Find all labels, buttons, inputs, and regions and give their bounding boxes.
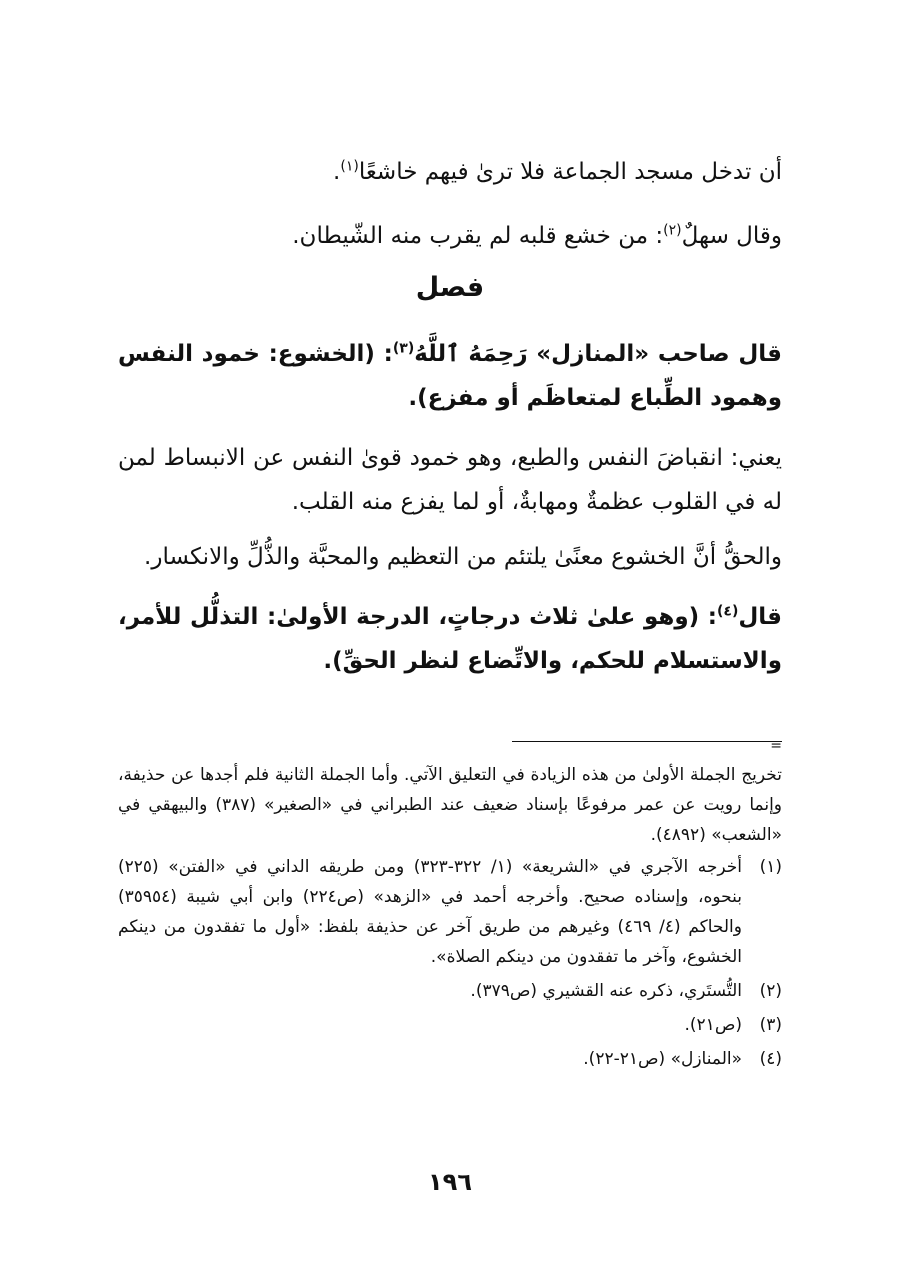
footnote-item: [118, 852, 782, 972]
paragraph-2-lead: وقال سهلٌ: [681, 223, 782, 249]
footnote-continuation-mark: =: [770, 738, 782, 754]
footnote-number: (٣): [759, 1015, 782, 1035]
page-number: ١٩٦: [428, 1168, 472, 1196]
paragraph-3-text: : (الخشوع: خمود النفس وهمود الطِّباع لمتعاظَم أو مفزع).: [118, 341, 782, 411]
footnote-text: التُّستَري، ذكره عنه القشيري (ص٣٧٩).: [470, 981, 742, 1001]
paragraph-1-end: .: [333, 159, 341, 185]
footnote-ref-4[interactable]: (٤): [716, 603, 739, 620]
paragraph-1-text: أن تدخل مسجد الجماعة فلا ترىٰ فيهم خاشعًا: [358, 159, 782, 185]
paragraph-4: يعني: انقباضَ النفس والطبع، وهو خمود قوىٰ النفس عن الانبساط لمن له في القلوب عظمةٌ ومهابةٌ، أو لما يفزع منه القلب.: [118, 445, 782, 515]
footnote-item: [118, 976, 782, 1006]
footnote-number: (٤): [759, 1049, 782, 1069]
paragraph-6-lead: قال: [738, 604, 782, 630]
footnote-item: [118, 1010, 782, 1040]
footnote-text: أخرجه الآجري في «الشريعة» (١/ ٣٢٢-٣٢٣) ومن طريقه الداني في «الفتن» (٢٢٥) بنحوه، وإسناده صحيح. وأخرجه أحمد في «الزهد» (ص٢٢٤) وابن أبي شيبة (٣٥٩٥٤) والحاكم (٤/ ٤٦٩) وغيرهم من طريق آخر عن حذيفة بلفظ: «أول ما تفقدون من دينكم الخشوع، وآخر ما تفقدون من دينكم الصلاة».: [118, 857, 742, 967]
footnote-ref-2[interactable]: (٢): [663, 222, 682, 239]
footnote-ref-1[interactable]: (١): [340, 158, 359, 175]
paragraph-6-text: : (وهو علىٰ ثلاث درجاتٍ، الدرجة الأولىٰ: التذلُّل للأمر، والاستسلام للحكم، والاتِّضاع لنظر الحقِّ).: [118, 604, 782, 674]
footnote-divider: [512, 741, 782, 742]
paragraph-2-text: : من خشع قلبه لم يقرب منه الشّيطان.: [292, 223, 664, 249]
footnote-number: (١): [759, 857, 782, 877]
footnote-item: [118, 1044, 782, 1074]
footnote-text: «المنازل» (ص٢١-٢٢).: [583, 1049, 742, 1069]
paragraph-6: [118, 595, 782, 683]
footnote-ref-3[interactable]: (٣): [392, 340, 415, 357]
paragraph-5: والحقُّ أنَّ الخشوع معنًىٰ يلتئم من التعظيم والمحبَّة والذُّلِّ والانكسار.: [144, 544, 782, 570]
section-heading: فصل: [415, 272, 485, 303]
footnote-number: (٢): [759, 981, 782, 1001]
footnote-text: (ص٢١).: [684, 1015, 742, 1035]
footnotes: [118, 760, 782, 1078]
footnote-continuation: تخريج الجملة الأولىٰ من هذه الزيادة في التعليق الآتي. وأما الجملة الثانية فلم أجدها عن حذيفة، وإنما رويت عن عمر مرفوعًا بإسناد ضعيف عند الطبراني في «الصغير» (٣٨٧) والبيهقي في «الشعب» (٤٨٩٢).: [118, 765, 782, 845]
paragraph-2: [118, 214, 782, 258]
paragraph-1: [118, 150, 782, 194]
paragraph-3-lead: قال صاحب «المنازل» رَحِمَهُ ٱللَّهُ: [414, 341, 782, 367]
paragraph-3: [118, 332, 782, 420]
